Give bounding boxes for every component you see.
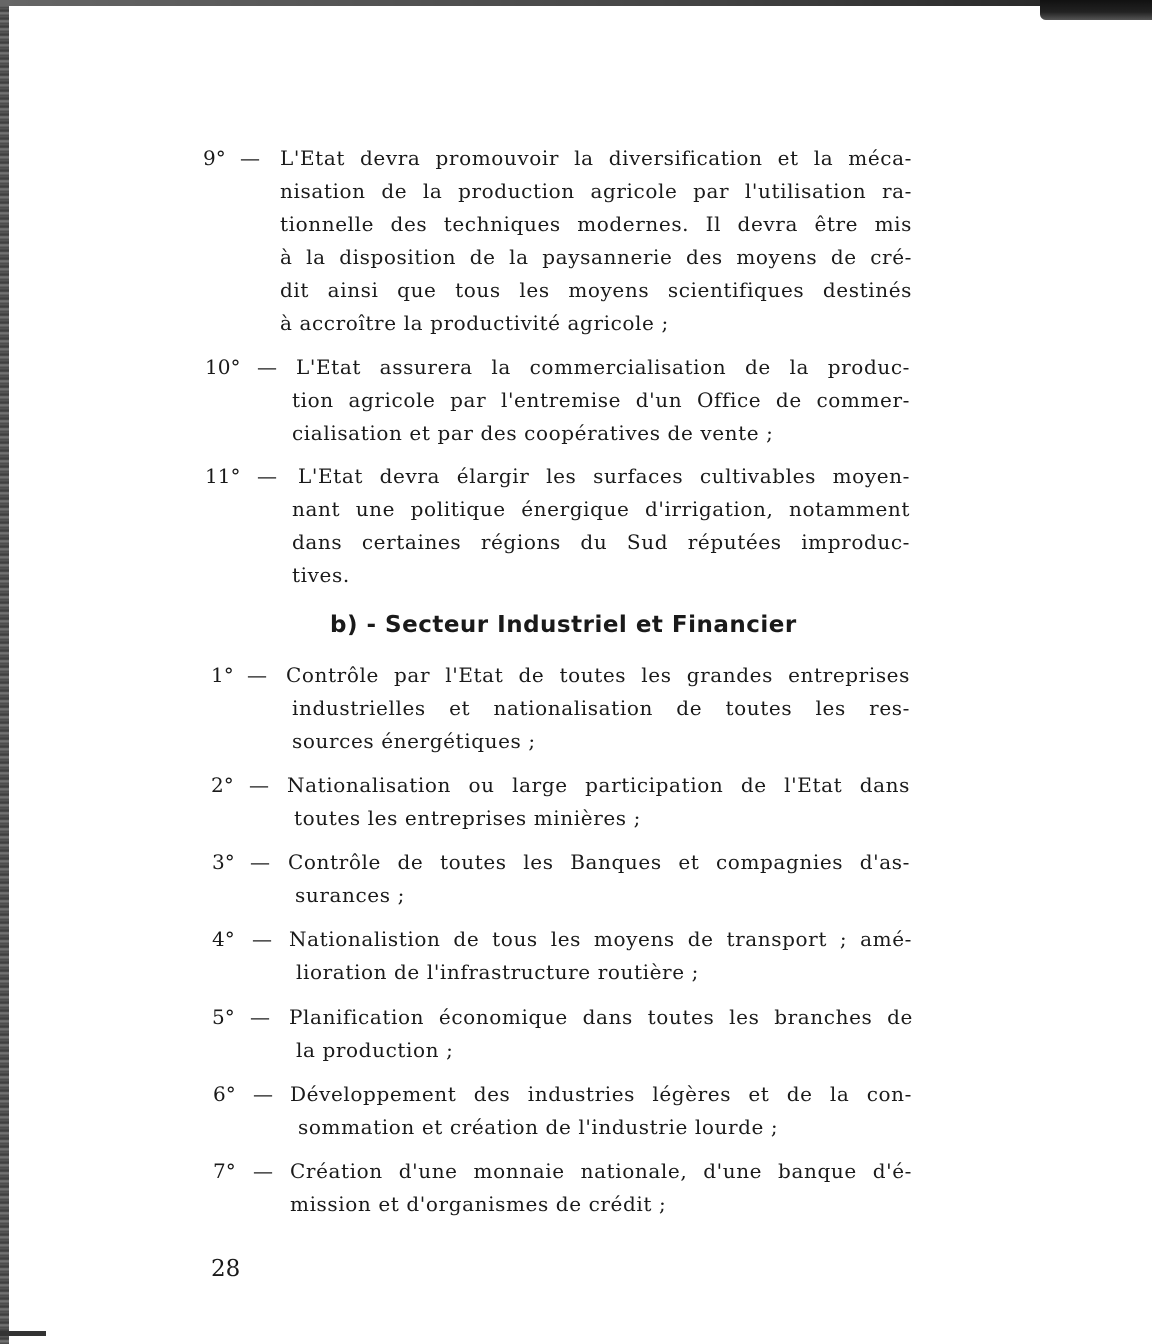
text-line: à la disposition de la paysannerie des moyens de cré- — [280, 245, 912, 269]
item-number: 1° — [211, 663, 234, 687]
text-line: Planification économique dans toutes les branches de — [289, 1005, 913, 1029]
text-line: mission et d'organismes de crédit ; — [290, 1192, 667, 1216]
item-number: 11° — [205, 464, 241, 488]
text-line: nant une politique énergique d'irrigation, notamment — [292, 497, 910, 521]
item-number: 6° — [213, 1082, 236, 1106]
text-line: lioration de l'infrastructure routière ; — [296, 960, 699, 984]
text-line: Nationalistion de tous les moyens de transport ; amé- — [289, 927, 912, 951]
text-line: L'Etat assurera la commercialisation de la produc- — [296, 355, 910, 379]
text-line: dans certaines régions du Sud réputées improduc- — [292, 530, 910, 554]
item-dash: — — [247, 663, 267, 687]
item-dash: — — [257, 464, 277, 488]
text-line: L'Etat devra élargir les surfaces cultivables moyen- — [298, 464, 910, 488]
text-line: Création d'une monnaie nationale, d'une banque d'é- — [290, 1159, 912, 1183]
item-number: 10° — [205, 355, 241, 379]
item-dash: — — [257, 355, 277, 379]
item-dash: — — [250, 850, 270, 874]
item-text — [288, 846, 910, 912]
text-line: tionnelle des techniques modernes. Il devra être mis — [280, 212, 912, 236]
item-text — [289, 1001, 913, 1067]
item-text — [287, 769, 910, 835]
item-text — [290, 1078, 912, 1144]
item-number: 9° — [203, 146, 226, 170]
text-line: la production ; — [296, 1038, 454, 1062]
section-heading: b) - Secteur Industriel et Financier — [330, 612, 797, 638]
text-line: Contrôle par l'Etat de toutes les grandes entreprises — [286, 663, 910, 687]
item-text — [286, 659, 910, 758]
item-text — [280, 142, 912, 340]
item-number: 7° — [213, 1159, 236, 1183]
item-dash: — — [253, 1082, 273, 1106]
text-line: sources énergétiques ; — [292, 729, 536, 753]
text-line: dit ainsi que tous les moyens scientifiques destinés — [280, 278, 912, 302]
text-line: Développement des industries légères et de la con- — [290, 1082, 912, 1106]
text-line: tion agricole par l'entremise d'un Office de commer- — [292, 388, 910, 412]
text-line: sommation et création de l'industrie lourde ; — [298, 1115, 779, 1139]
item-number: 3° — [212, 850, 235, 874]
item-text — [290, 1155, 912, 1221]
item-number: 5° — [212, 1005, 235, 1029]
text-line: Contrôle de toutes les Banques et compagnies d'as- — [288, 850, 910, 874]
text-line: toutes les entreprises minières ; — [294, 806, 641, 830]
text-line: à accroître la productivité agricole ; — [280, 311, 669, 335]
text-line: industrielles et nationalisation de toutes les res- — [292, 696, 910, 720]
text-line: Nationalisation ou large participation de l'Etat dans — [287, 773, 910, 797]
text-line: surances ; — [295, 883, 405, 907]
text-line: nisation de la production agricole par l'utilisation ra- — [280, 179, 912, 203]
text-line: tives. — [292, 563, 350, 587]
text-line: L'Etat devra promouvoir la diversification et la méca- — [280, 146, 912, 170]
item-number: 4° — [212, 927, 235, 951]
text-line: cialisation et par des coopératives de vente ; — [292, 421, 774, 445]
item-number: 2° — [211, 773, 234, 797]
item-dash: — — [253, 1159, 273, 1183]
item-text — [289, 923, 912, 989]
item-dash: — — [250, 1005, 270, 1029]
item-text — [292, 460, 910, 592]
item-dash: — — [249, 773, 269, 797]
page-number: 28 — [211, 1256, 241, 1282]
item-dash: — — [240, 146, 260, 170]
item-text — [292, 351, 910, 450]
item-dash: — — [252, 927, 272, 951]
